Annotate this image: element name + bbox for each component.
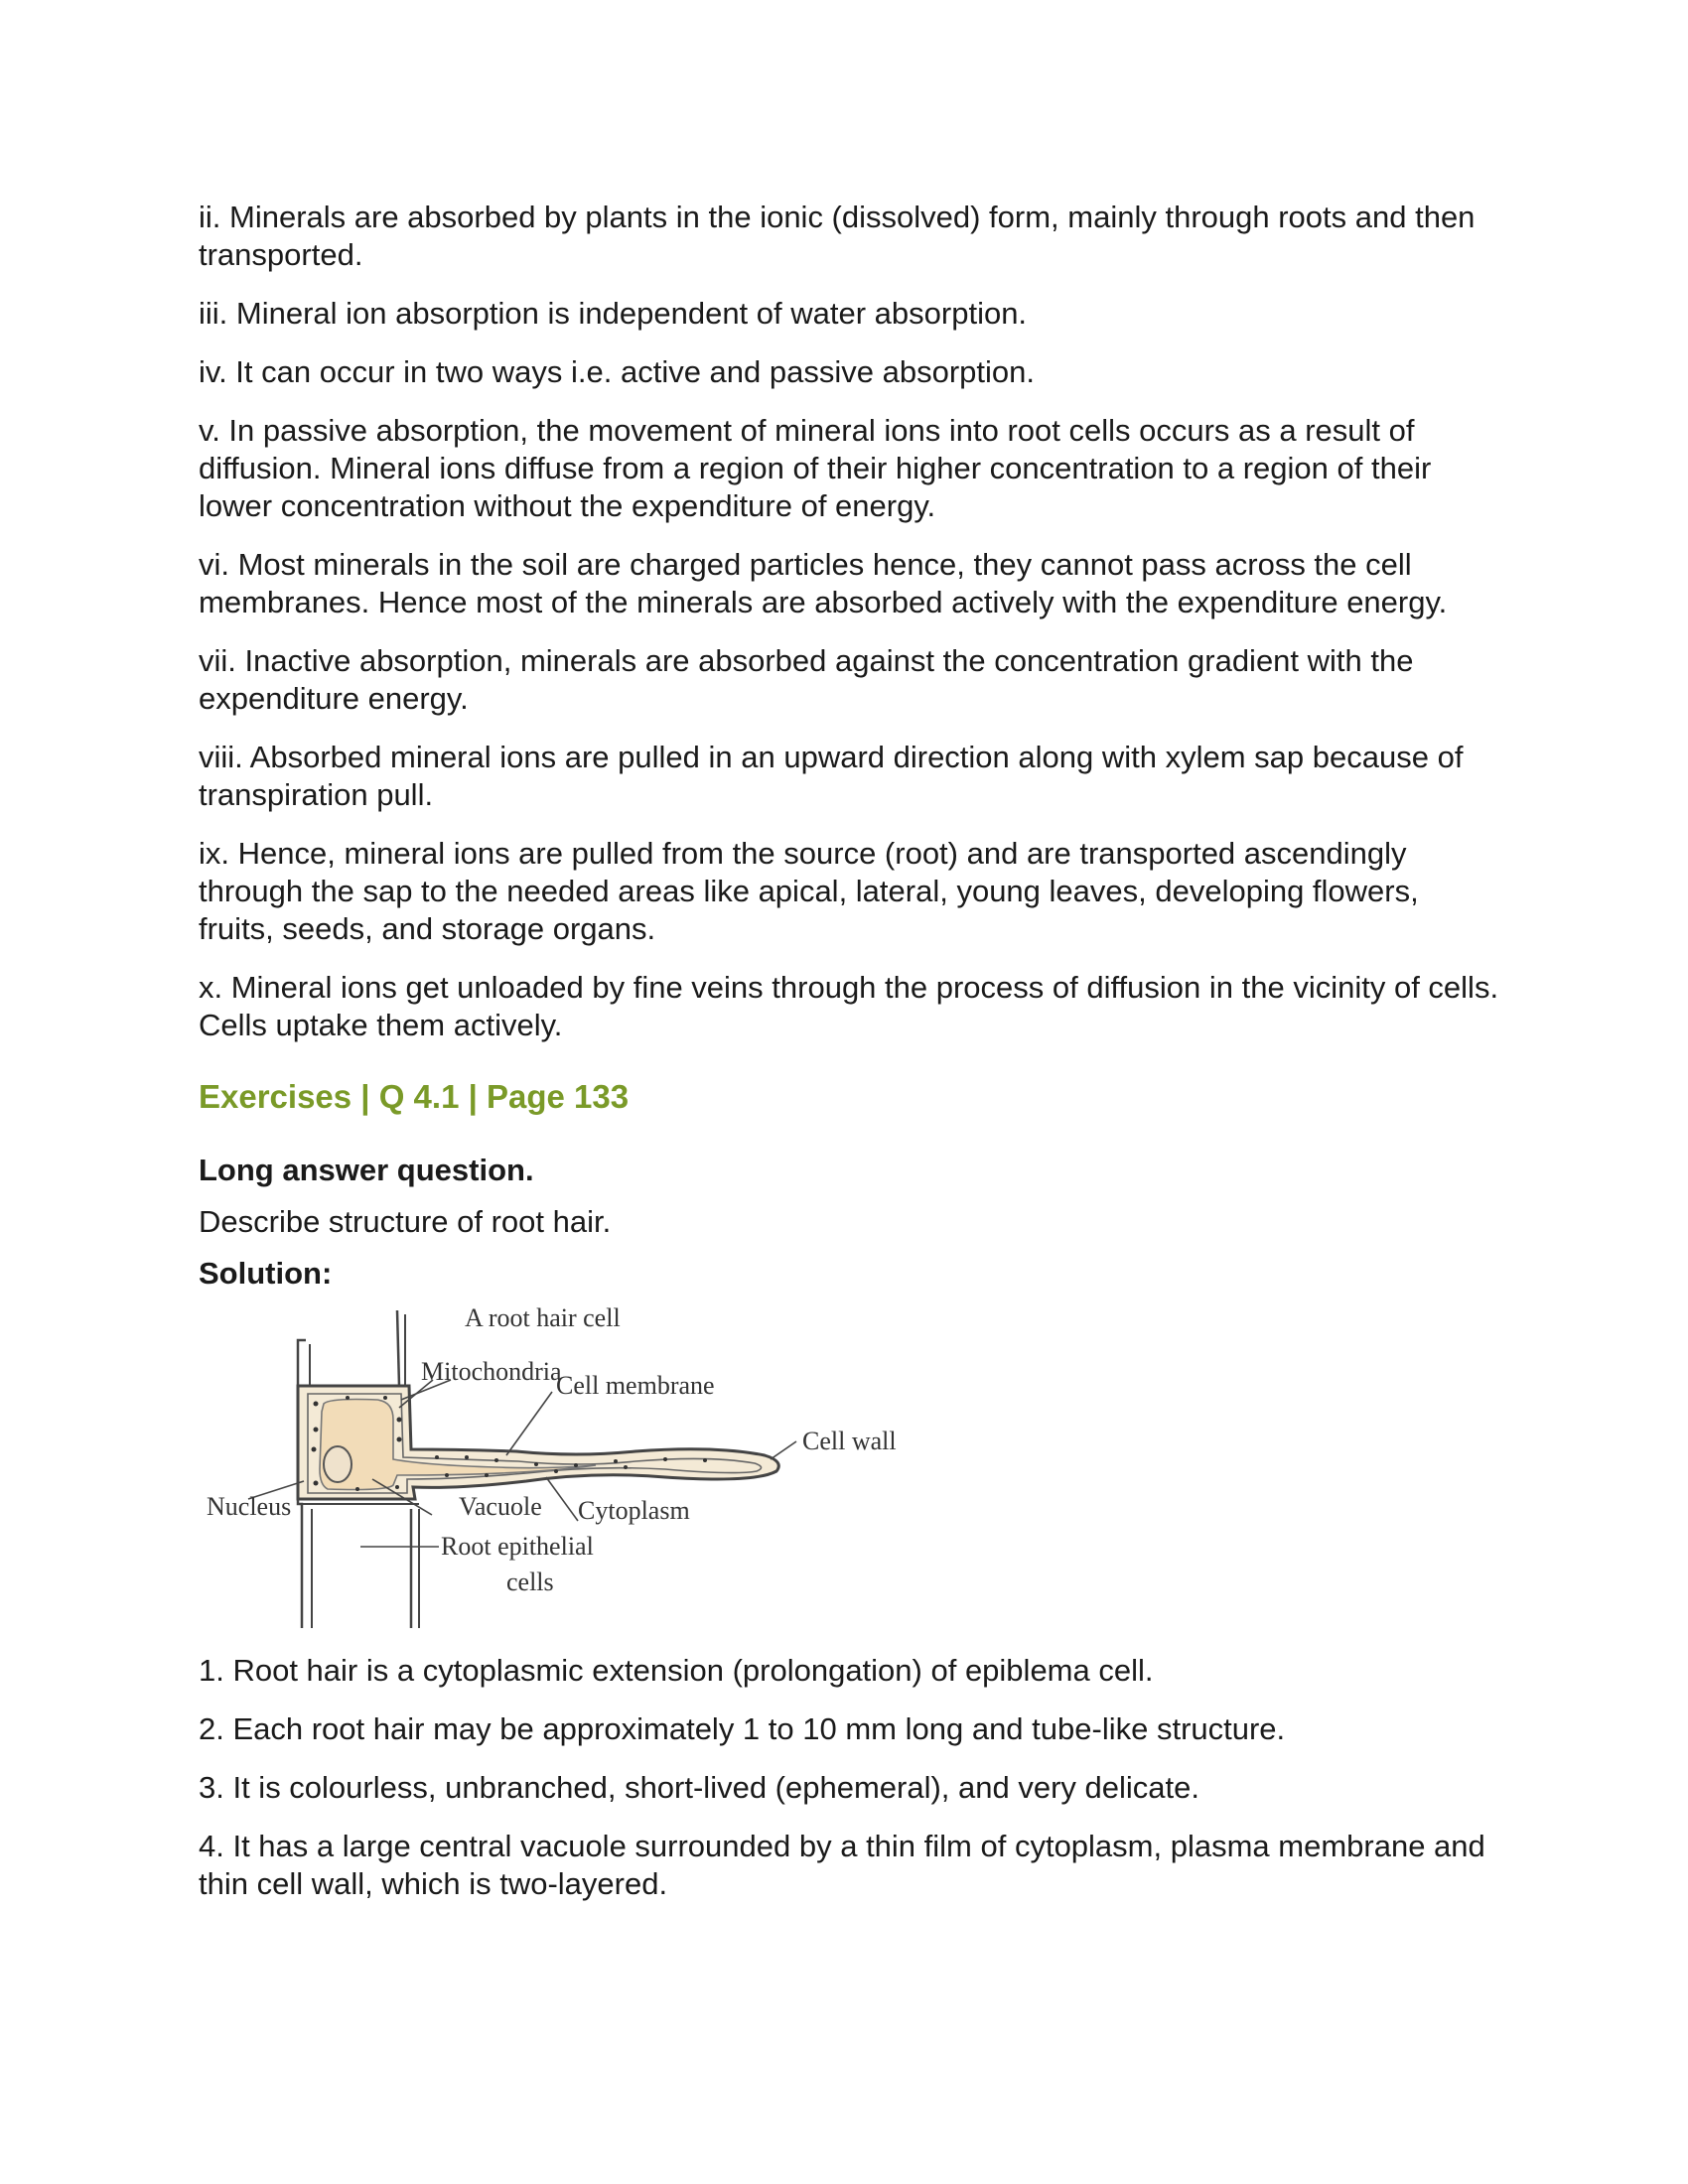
label-cell-membrane: Cell membrane [556,1371,715,1400]
paragraph-iv: iv. It can occur in two ways i.e. active and passive absorption. [199,354,1035,389]
root-hair-diagram [199,1300,914,1638]
question-type-label: Long answer question. [199,1153,534,1187]
paragraph-ix: ix. Hence, mineral ions are pulled from the source (root) and are transported ascendingly through the sap to the needed areas like apical, lateral, young leaves, developing flowers, fruits, seeds, and storage organs. [199,836,1419,946]
label-root-epithelial: Root epithelial [441,1532,594,1561]
label-mitochondria: Mitochondria [421,1357,562,1386]
paragraph-vii: vii. Inactive absorption, minerals are absorbed against the concentration gradient with the expenditure energy. [199,643,1414,716]
label-root-epithelial-cells: cells [506,1568,554,1596]
answer-points [199,1652,1499,1903]
label-vacuole: Vacuole [459,1492,542,1521]
answer-point-3: 3. It is colourless, unbranched, short-lived (ephemeral), and very delicate. [199,1770,1199,1805]
paragraph-v: v. In passive absorption, the movement of mineral ions into root cells occurs as a result of diffusion. Mineral ions diffuse from a region of their higher concentration to a region of their lower concentration without the expenditure of energy. [199,413,1432,523]
page-content [199,199,1499,1924]
solution-label: Solution: [199,1256,333,1291]
exercise-heading[interactable]: Exercises | Q 4.1 | Page 133 [199,1078,630,1115]
answer-point-1: 1. Root hair is a cytoplasmic extension (prolongation) of epiblema cell. [199,1653,1154,1688]
paragraph-viii: viii. Absorbed mineral ions are pulled in an upward direction along with xylem sap because of transpiration pull. [199,740,1464,812]
label-cytoplasm: Cytoplasm [578,1496,690,1525]
label-nucleus: Nucleus [207,1492,292,1521]
answer-point-2: 2. Each root hair may be approximately 1 to 10 mm long and tube-like structure. [199,1711,1286,1746]
paragraph-ii: ii. Minerals are absorbed by plants in the ionic (dissolved) form, mainly through roots and then transported. [199,200,1476,272]
label-cell-wall: Cell wall [802,1427,897,1455]
answer-point-4: 4. It has a large central vacuole surrounded by a thin film of cytoplasm, plasma membrane and thin cell wall, which is two-layered. [199,1829,1485,1901]
label-root-hair-cell: A root hair cell [465,1303,621,1332]
paragraph-x: x. Mineral ions get unloaded by fine veins through the process of diffusion in the vicinity of cells. Cells uptake them actively. [199,970,1499,1042]
question-text: Describe structure of root hair. [199,1204,612,1239]
paragraph-vi: vi. Most minerals in the soil are charged particles hence, they cannot pass across the cell membranes. Hence most of the minerals are absorbed actively with the expenditure energy. [199,547,1448,619]
paragraph-iii: iii. Mineral ion absorption is independent of water absorption. [199,296,1028,331]
